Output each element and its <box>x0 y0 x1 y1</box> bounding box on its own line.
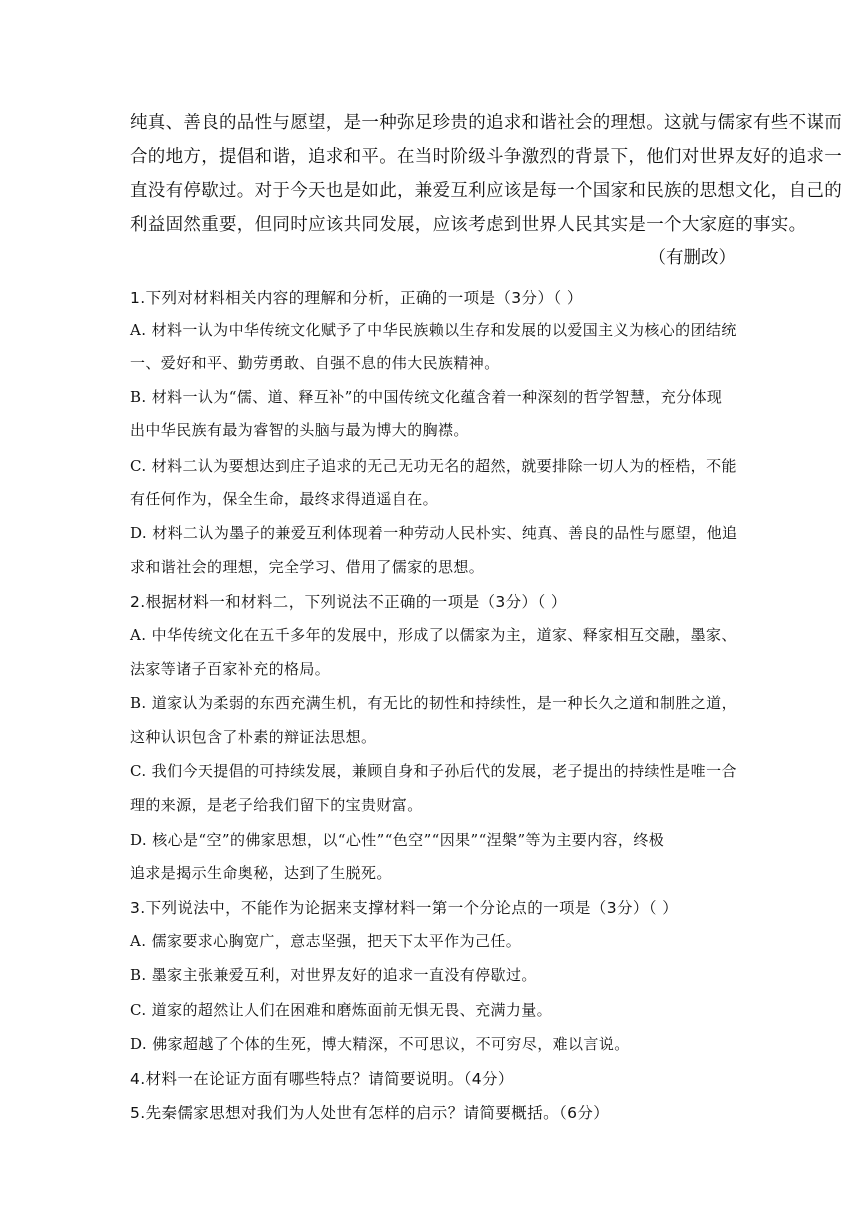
q3-option-b: B. 墨家主张兼爱互利，对世界友好的追求一直没有停歇过。 <box>130 966 537 984</box>
question-5-stem: 5.先秦儒家思想对我们为人处世有怎样的启示？请简要概括。（6分） <box>130 1104 610 1122</box>
q1-option-b: B. 材料一认为“儒、道、释互补”的中国传统文化蕴含着一种深刻的哲学智慧，充分体现 <box>130 388 723 406</box>
passage-paragraph <box>130 106 842 242</box>
q2-option-d: D. 核心是“空”的佛家思想，以“心性”“色空”“因果”“涅槃”等为主要内容，终极 <box>130 831 665 849</box>
question-1-stem: 1.下列对材料相关内容的理解和分析，正确的一项是（3分）（ ） <box>130 289 583 307</box>
q3-option-a: A. 儒家要求心胸宽广，意志坚强，把天下太平作为己任。 <box>130 932 522 950</box>
q1-option-a-cont: 一、爱好和平、勤劳勇敢、自强不息的伟大民族精神。 <box>130 354 500 372</box>
question-2-stem: 2.根据材料一和材料二，下列说法不正确的一项是（3分）（ ） <box>130 593 567 611</box>
q2-option-c: C. 我们今天提倡的可持续发展，兼顾自身和子孙后代的发展，老子提出的持续性是唯一合 <box>130 762 737 780</box>
q1-option-a: A. 材料一认为中华传统文化赋予了中华民族赖以生存和发展的以爱国主义为核心的团结统 <box>130 321 737 339</box>
q2-option-b: B. 道家认为柔弱的东西充满生机，有无比的韧性和持续性，是一种长久之道和制胜之道， <box>130 694 737 712</box>
q1-option-d-cont: 求和谐社会的理想，完全学习、借用了儒家的思想。 <box>130 558 485 576</box>
source-note: （有删改） <box>648 248 736 268</box>
passage-line: 合的地方，提倡和谐，追求和平。在当时阶级斗争激烈的背景下，他们对世界友好的追求一 <box>130 147 842 167</box>
q3-option-c: C. 道家的超然让人们在困难和磨炼面前无惧无畏、充满力量。 <box>130 1001 553 1019</box>
q1-option-c: C. 材料二认为要想达到庄子追求的无己无功无名的超然，就要排除一切人为的桎梏，不能 <box>130 457 737 475</box>
passage-line: 直没有停歇过。对于今天也是如此，兼爱互利应该是每一个国家和民族的思想文化，自己的 <box>130 181 842 201</box>
q2-option-a: A. 中华传统文化在五千多年的发展中，形成了以儒家为主，道家、释家相互交融，墨家、 <box>130 626 737 644</box>
passage-line: 纯真、善良的品性与愿望，是一种弥足珍贵的追求和谐社会的理想。这就与儒家有些不谋而 <box>130 113 842 133</box>
q3-option-d: D. 佛家超越了个体的生死，博大精深，不可思议，不可穷尽，难以言说。 <box>130 1035 630 1053</box>
question-3-stem: 3.下列说法中，不能作为论据来支撑材料一第一个分论点的一项是（3分）（ ） <box>130 899 679 917</box>
passage-line: 利益固然重要，但同时应该共同发展，应该考虑到世界人民其实是一个大家庭的事实。 <box>130 215 807 235</box>
q2-option-d-cont: 追求是揭示生命奥秘，达到了生脱死。 <box>130 864 392 882</box>
q1-option-c-cont: 有任何作为，保全生命，最终求得逍遥自在。 <box>130 490 439 508</box>
q1-option-b-cont: 出中华民族有最为睿智的头脑与最为博大的胸襟。 <box>130 421 469 439</box>
q2-option-a-cont: 法家等诸子百家补充的格局。 <box>130 660 331 678</box>
q2-option-b-cont: 这种认识包含了朴素的辩证法思想。 <box>130 728 377 746</box>
question-4-stem: 4.材料一在论证方面有哪些特点？请简要说明。（4分） <box>130 1070 514 1088</box>
q1-option-d: D. 材料二认为墨子的兼爱互利体现着一种劳动人民朴实、纯真、善良的品性与愿望，他追 <box>130 524 738 542</box>
q2-option-c-cont: 理的来源，是老子给我们留下的宝贵财富。 <box>130 796 423 814</box>
